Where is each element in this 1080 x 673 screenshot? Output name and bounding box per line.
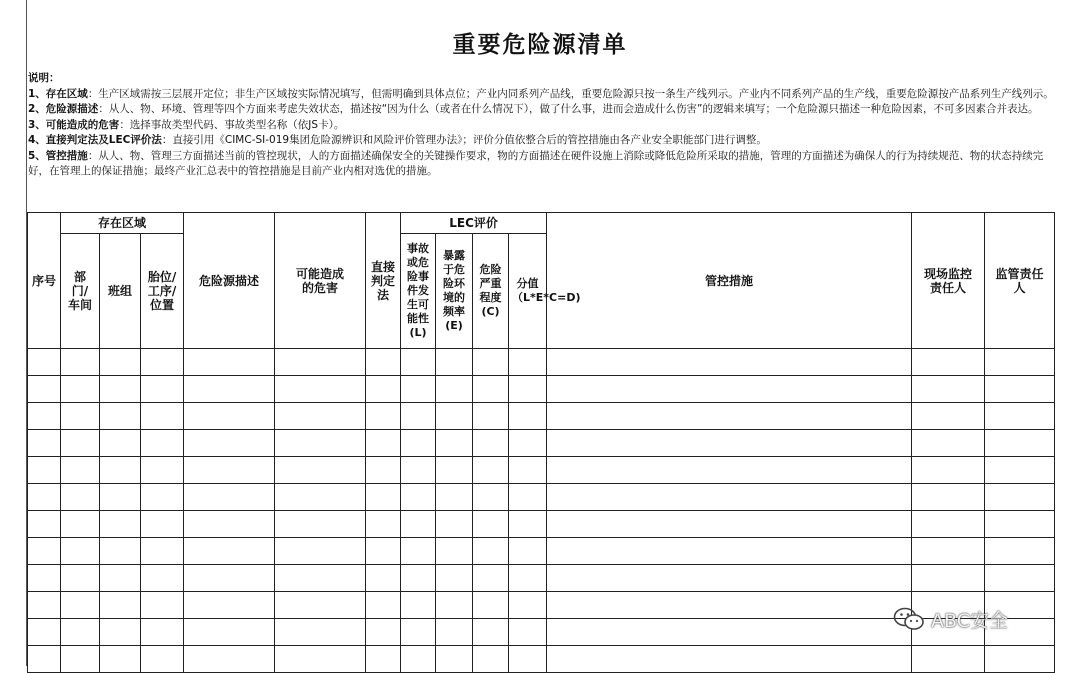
table-row xyxy=(28,646,1055,673)
table-cell[interactable] xyxy=(141,484,184,511)
table-cell[interactable] xyxy=(184,619,275,646)
note-label: 1、存在区域 xyxy=(28,87,88,100)
table-cell[interactable] xyxy=(184,538,275,565)
table-cell[interactable] xyxy=(436,457,473,484)
table-cell[interactable] xyxy=(401,646,436,673)
header-onsite: 现场监控责任人 xyxy=(912,213,985,349)
table-cell[interactable] xyxy=(985,376,1055,403)
table-cell[interactable] xyxy=(100,376,141,403)
table-cell[interactable] xyxy=(473,403,509,430)
table-cell[interactable] xyxy=(912,565,985,592)
table-cell[interactable] xyxy=(509,538,547,565)
table-cell[interactable] xyxy=(985,430,1055,457)
table-cell[interactable] xyxy=(184,646,275,673)
table-cell[interactable] xyxy=(547,511,912,538)
header-supervisor: 监管责任人 xyxy=(985,213,1055,349)
table-cell[interactable] xyxy=(61,349,100,376)
table-cell[interactable] xyxy=(141,457,184,484)
table-cell[interactable] xyxy=(509,511,547,538)
table-cell[interactable] xyxy=(28,376,61,403)
table-cell[interactable] xyxy=(366,457,401,484)
table-cell[interactable] xyxy=(985,646,1055,673)
table-cell[interactable] xyxy=(436,592,473,619)
table-cell[interactable] xyxy=(100,511,141,538)
table-cell[interactable] xyxy=(509,646,547,673)
note-item-5 xyxy=(28,149,1058,180)
table-cell[interactable] xyxy=(436,484,473,511)
table-row xyxy=(28,511,1055,538)
table-row xyxy=(28,430,1055,457)
table-row xyxy=(28,538,1055,565)
table-cell[interactable] xyxy=(401,538,436,565)
table-cell[interactable] xyxy=(366,484,401,511)
table-cell[interactable] xyxy=(28,592,61,619)
table-cell[interactable] xyxy=(366,619,401,646)
table-cell[interactable] xyxy=(366,349,401,376)
table-cell[interactable] xyxy=(436,619,473,646)
header-measures: 管控措施 xyxy=(547,213,912,349)
table-cell[interactable] xyxy=(184,565,275,592)
table-cell[interactable] xyxy=(28,646,61,673)
note-item-2 xyxy=(28,102,1058,118)
table-cell[interactable] xyxy=(509,619,547,646)
table-cell[interactable] xyxy=(28,403,61,430)
table-cell[interactable] xyxy=(100,592,141,619)
table-cell[interactable] xyxy=(912,457,985,484)
table-cell[interactable] xyxy=(473,646,509,673)
table-cell[interactable] xyxy=(61,430,100,457)
table-cell[interactable] xyxy=(547,349,912,376)
table-cell[interactable] xyxy=(61,646,100,673)
table-cell[interactable] xyxy=(141,511,184,538)
table-cell[interactable] xyxy=(184,403,275,430)
table-cell[interactable] xyxy=(401,565,436,592)
table-cell[interactable] xyxy=(61,619,100,646)
table-cell[interactable] xyxy=(100,619,141,646)
table-cell[interactable] xyxy=(547,430,912,457)
header-harm: 可能造成的危害 xyxy=(275,213,366,349)
table-cell[interactable] xyxy=(275,646,366,673)
note-text: ：选择事故类型代码、事故类型名称（依JS卡）。 xyxy=(119,118,345,131)
table-row xyxy=(28,349,1055,376)
table-cell[interactable] xyxy=(436,646,473,673)
table-cell[interactable] xyxy=(28,511,61,538)
table-cell[interactable] xyxy=(275,565,366,592)
table-cell[interactable] xyxy=(401,376,436,403)
table-cell[interactable] xyxy=(547,538,912,565)
table-cell[interactable] xyxy=(473,376,509,403)
table-cell[interactable] xyxy=(547,376,912,403)
table-row xyxy=(28,376,1055,403)
table-row xyxy=(28,565,1055,592)
table-cell[interactable] xyxy=(100,538,141,565)
table-cell[interactable] xyxy=(473,565,509,592)
table-cell[interactable] xyxy=(912,403,985,430)
table-cell[interactable] xyxy=(547,565,912,592)
table-cell[interactable] xyxy=(401,484,436,511)
table-cell[interactable] xyxy=(275,349,366,376)
table-cell[interactable] xyxy=(401,619,436,646)
table-cell[interactable] xyxy=(184,511,275,538)
table-cell[interactable] xyxy=(61,538,100,565)
table-row xyxy=(28,403,1055,430)
table-cell[interactable] xyxy=(401,592,436,619)
table-cell[interactable] xyxy=(985,565,1055,592)
table-cell[interactable] xyxy=(28,349,61,376)
table-cell[interactable] xyxy=(985,511,1055,538)
table-cell[interactable] xyxy=(509,484,547,511)
table-cell[interactable] xyxy=(141,565,184,592)
table-cell[interactable] xyxy=(473,457,509,484)
note-label: 2、危险源描述 xyxy=(28,103,99,115)
table-cell[interactable] xyxy=(275,403,366,430)
table-cell[interactable] xyxy=(509,592,547,619)
table-cell[interactable] xyxy=(61,403,100,430)
table-cell[interactable] xyxy=(436,511,473,538)
table-cell[interactable] xyxy=(61,376,100,403)
table-cell[interactable] xyxy=(509,430,547,457)
table-cell[interactable] xyxy=(509,349,547,376)
header-lec-l: 事故或危险事件发生可能性(L) xyxy=(401,234,436,349)
table-cell[interactable] xyxy=(401,457,436,484)
table-cell[interactable] xyxy=(985,484,1055,511)
table-cell[interactable] xyxy=(366,565,401,592)
table-cell[interactable] xyxy=(436,430,473,457)
table-cell[interactable] xyxy=(436,538,473,565)
table-cell[interactable] xyxy=(547,484,912,511)
table-cell[interactable] xyxy=(275,457,366,484)
table-cell[interactable] xyxy=(61,565,100,592)
table-cell[interactable] xyxy=(28,565,61,592)
table-cell[interactable] xyxy=(436,403,473,430)
table-cell[interactable] xyxy=(985,538,1055,565)
table-cell[interactable] xyxy=(547,592,912,619)
table-cell[interactable] xyxy=(141,592,184,619)
table-cell[interactable] xyxy=(366,403,401,430)
table-cell[interactable] xyxy=(985,457,1055,484)
table-cell[interactable] xyxy=(184,430,275,457)
header-group-area: 存在区域 xyxy=(61,213,184,234)
table-cell[interactable] xyxy=(184,592,275,619)
table-cell[interactable] xyxy=(141,538,184,565)
table-cell[interactable] xyxy=(547,646,912,673)
table-cell[interactable] xyxy=(912,646,985,673)
table-cell[interactable] xyxy=(100,430,141,457)
table-cell[interactable] xyxy=(473,619,509,646)
header-lec-c: 危险严重程度(C) xyxy=(473,234,509,349)
instructions-block xyxy=(28,71,1058,180)
header-hazard: 危险源描述 xyxy=(184,213,275,349)
table-cell[interactable] xyxy=(141,646,184,673)
table-cell[interactable] xyxy=(184,484,275,511)
table-cell[interactable] xyxy=(275,592,366,619)
table-cell[interactable] xyxy=(100,484,141,511)
table-cell[interactable] xyxy=(28,457,61,484)
table-cell[interactable] xyxy=(401,403,436,430)
table-cell[interactable] xyxy=(275,538,366,565)
table-cell[interactable] xyxy=(141,619,184,646)
note-text: ：直接引用《CIMC-SI-019集团危险源辨识和风险评价管理办法》；评价分值依整合后的管控措施由各产业安全职能部门进行调整。 xyxy=(161,134,767,146)
note-text: ：生产区域需按三层展开定位；非生产区域按实际情况填写，但需明确到具体点位；产业内同系列产品线，重要危险源只按一条生产线列示。产业内不同系列产品的生产线，重要危险源按产品系列生产线列示。 xyxy=(87,87,1054,100)
table-cell[interactable] xyxy=(184,349,275,376)
table-cell[interactable] xyxy=(366,430,401,457)
watermark xyxy=(893,604,1008,634)
wechat-icon xyxy=(893,606,925,632)
table-cell[interactable] xyxy=(141,430,184,457)
note-label: 4、直接判定法及LEC评价法 xyxy=(28,134,162,146)
table-cell[interactable] xyxy=(366,592,401,619)
table-cell[interactable] xyxy=(436,376,473,403)
notes-heading: 说明： xyxy=(28,72,60,84)
table-cell[interactable] xyxy=(509,403,547,430)
note-item-1 xyxy=(28,87,1058,103)
table-cell[interactable] xyxy=(141,403,184,430)
page-title: 重要危险源清单 xyxy=(452,31,628,58)
table-row xyxy=(28,457,1055,484)
header-team: 班组 xyxy=(100,234,141,349)
table-cell[interactable] xyxy=(912,376,985,403)
table-row xyxy=(28,484,1055,511)
header-seq: 序号 xyxy=(28,213,61,349)
table-cell[interactable] xyxy=(473,592,509,619)
table-cell[interactable] xyxy=(28,430,61,457)
note-text: ：从人、物、环境、管理等四个方面来考虑失效状态，描述按“因为什么（或者在什么情况下），做了什么事，进而会造成什么伤害”的逻辑来填写；一个危险源只描述一种危险因素，不可多因素合并表达。 xyxy=(98,103,1039,115)
table-cell[interactable] xyxy=(912,484,985,511)
table-cell[interactable] xyxy=(100,457,141,484)
table-cell[interactable] xyxy=(547,619,912,646)
table-cell[interactable] xyxy=(912,538,985,565)
table-cell[interactable] xyxy=(547,457,912,484)
header-lec-d: 分值（L*E*C=D) xyxy=(509,234,547,349)
table-cell[interactable] xyxy=(184,376,275,403)
table-cell[interactable] xyxy=(28,484,61,511)
table-cell[interactable] xyxy=(509,376,547,403)
table-cell[interactable] xyxy=(366,646,401,673)
table-cell[interactable] xyxy=(509,565,547,592)
table-cell[interactable] xyxy=(473,484,509,511)
table-cell[interactable] xyxy=(401,349,436,376)
table-cell[interactable] xyxy=(28,538,61,565)
header-group-lec: LEC评价 xyxy=(401,213,547,234)
header-post: 胎位/工序/位置 xyxy=(141,234,184,349)
table-cell[interactable] xyxy=(401,430,436,457)
table-cell[interactable] xyxy=(61,511,100,538)
table-cell[interactable] xyxy=(61,457,100,484)
table-cell[interactable] xyxy=(366,511,401,538)
table-cell[interactable] xyxy=(366,538,401,565)
table-cell[interactable] xyxy=(141,376,184,403)
header-direct: 直接判定法 xyxy=(366,213,401,349)
table-cell[interactable] xyxy=(275,619,366,646)
table-cell[interactable] xyxy=(28,619,61,646)
table-cell[interactable] xyxy=(912,430,985,457)
header-dept: 部门/车间 xyxy=(61,234,100,349)
table-cell[interactable] xyxy=(473,349,509,376)
table-cell[interactable] xyxy=(100,403,141,430)
table-cell[interactable] xyxy=(985,349,1055,376)
note-text: ：从人、物、管理三方面描述当前的管控现状，人的方面描述确保安全的关键操作要求，物的方面描述在硬件设施上消除或降低危险所采取的措施，管理的方面描述为确保人的行为持续规范、物的状态持续完好，在管理上的保证措施；最终产业汇总表中的管控措施是目前产业内相对选优的措施。 xyxy=(28,149,1044,177)
note-label: 5、管控措施 xyxy=(28,149,88,162)
table-cell[interactable] xyxy=(275,484,366,511)
note-item-3 xyxy=(28,118,1058,134)
table-cell[interactable] xyxy=(401,511,436,538)
table-cell[interactable] xyxy=(912,511,985,538)
table-cell[interactable] xyxy=(436,565,473,592)
table-cell[interactable] xyxy=(184,457,275,484)
table-cell[interactable] xyxy=(141,349,184,376)
table-cell[interactable] xyxy=(61,484,100,511)
table-cell[interactable] xyxy=(436,349,473,376)
table-cell[interactable] xyxy=(547,403,912,430)
table-cell[interactable] xyxy=(473,538,509,565)
table-cell[interactable] xyxy=(366,376,401,403)
table-cell[interactable] xyxy=(100,349,141,376)
table-cell[interactable] xyxy=(275,511,366,538)
watermark-text: ABC安全 xyxy=(931,609,1008,632)
table-cell[interactable] xyxy=(100,565,141,592)
table-cell[interactable] xyxy=(985,403,1055,430)
note-label: 3、可能造成的危害 xyxy=(28,118,120,131)
table-cell[interactable] xyxy=(275,376,366,403)
table-cell[interactable] xyxy=(275,430,366,457)
note-item-4 xyxy=(28,133,1058,149)
table-cell[interactable] xyxy=(61,592,100,619)
table-cell[interactable] xyxy=(100,646,141,673)
table-cell[interactable] xyxy=(473,430,509,457)
header-lec-e: 暴露于危险环境的频率(E) xyxy=(436,234,473,349)
table-cell[interactable] xyxy=(509,457,547,484)
table-cell[interactable] xyxy=(912,349,985,376)
table-cell[interactable] xyxy=(473,511,509,538)
